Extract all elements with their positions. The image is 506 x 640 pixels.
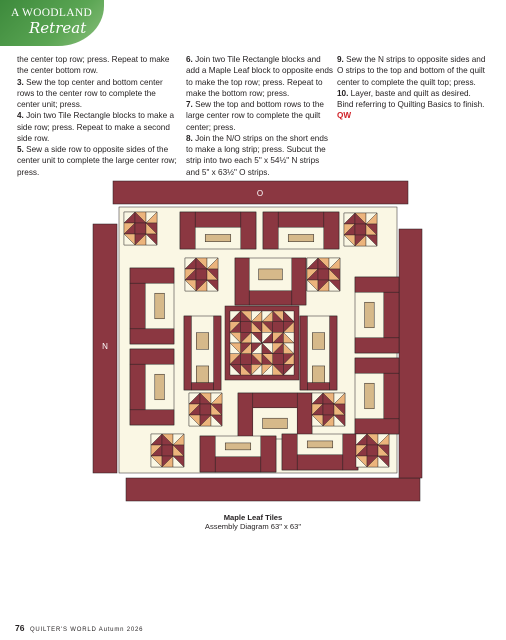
maple-leaf-block — [230, 343, 262, 375]
patch — [135, 223, 146, 234]
patch — [196, 269, 207, 280]
patch — [155, 293, 165, 319]
patch — [196, 366, 208, 383]
patch — [300, 316, 307, 390]
step-number: 5. — [17, 145, 24, 154]
patch — [241, 212, 256, 249]
patch — [297, 455, 343, 470]
patch — [130, 268, 174, 283]
patch — [215, 457, 261, 472]
step-number: 6. — [186, 55, 193, 64]
tile-rectangle-block — [355, 277, 399, 353]
maple-leaf-block — [356, 434, 389, 467]
patch — [235, 258, 249, 305]
patch — [384, 373, 399, 419]
patch — [367, 445, 378, 456]
patch — [330, 316, 337, 390]
tile-rectangle-block — [200, 436, 276, 472]
patch — [384, 292, 399, 338]
patch — [263, 212, 278, 249]
patch — [184, 316, 191, 390]
patch — [297, 393, 312, 439]
patch — [261, 436, 276, 472]
diagram-title: Maple Leaf Tiles — [223, 513, 283, 522]
patch — [365, 383, 375, 409]
step-text: Sew the N strips to opposite sides and O strips to the top and bottom of the quilt center to complete the quilt top; press. — [337, 55, 486, 87]
section-title-line2: Retreat — [29, 19, 87, 37]
patch — [200, 404, 211, 415]
patch — [130, 364, 145, 410]
step-number: 8. — [186, 133, 193, 143]
page-footer — [15, 623, 143, 633]
step-text: Join the N/O strips on the short ends to make a long strip; press. Subcut the strip into two each 5" x 54½" N strips and 5" x 63½" O strips. — [186, 133, 329, 177]
step-number: 7. — [186, 100, 193, 109]
border-label-n: N — [102, 342, 108, 351]
tile-rectangle-block — [355, 358, 399, 434]
border-label-o: O — [256, 189, 264, 198]
tile-rectangle-block — [238, 393, 312, 439]
patch — [191, 383, 213, 390]
patch — [130, 329, 174, 344]
patch — [130, 349, 174, 364]
patch — [355, 419, 399, 434]
patch — [180, 212, 195, 249]
patch — [292, 258, 306, 305]
patch — [155, 374, 165, 400]
patch — [196, 333, 208, 350]
tile-rectangle-block — [300, 316, 337, 390]
end-mark: QW — [337, 111, 352, 121]
patch — [312, 333, 324, 350]
patch — [343, 434, 358, 470]
step-text: Sew the top and bottom rows to the large center row to complete the quilt center; press. — [186, 100, 324, 132]
patch — [273, 354, 284, 365]
patch — [162, 445, 173, 456]
maple-leaf-block — [262, 343, 294, 375]
page-number: 76 — [15, 623, 25, 633]
patch — [355, 358, 399, 373]
maple-leaf-block — [312, 393, 345, 426]
patch — [200, 436, 215, 472]
patch — [130, 410, 174, 425]
patch — [241, 322, 252, 333]
patch — [307, 383, 329, 390]
step-number: 4. — [17, 111, 24, 121]
tile-rectangle-block — [130, 349, 174, 425]
patch — [355, 224, 366, 235]
patch — [355, 277, 399, 292]
patch — [130, 283, 145, 329]
step-number: 3. — [17, 77, 24, 87]
section-title-line1: A WOODLAND — [11, 7, 93, 19]
patch — [238, 393, 253, 439]
maple-leaf-block — [307, 258, 340, 291]
patch — [324, 212, 339, 249]
maple-leaf-block — [124, 212, 157, 245]
diagram-subtitle: Assembly Diagram 63" x 63" — [204, 522, 302, 531]
step-text: the center top row; press. Repeat to make the center bottom row. — [17, 55, 170, 76]
patch — [278, 212, 324, 227]
patch — [323, 404, 334, 415]
step-text: Join two Tile Rectangle blocks to make a side row; press. Repeat to make a second side row. — [17, 111, 175, 143]
maple-leaf-block — [344, 213, 377, 246]
step-number: 9. — [337, 55, 344, 64]
patch — [253, 393, 297, 408]
patch — [288, 234, 314, 241]
maple-leaf-block — [189, 393, 222, 426]
tile-rectangle-block — [235, 258, 306, 305]
patch — [205, 234, 231, 241]
step-number: 10. — [337, 88, 349, 98]
patch — [241, 354, 252, 365]
patch — [307, 441, 333, 448]
patch — [312, 366, 324, 383]
tile-rectangle-block — [180, 212, 256, 249]
tile-rectangle-block — [282, 434, 358, 470]
patch — [249, 291, 292, 305]
step-text: Join two Tile Rectangle blocks and add a Maple Leaf block to opposite ends to make the top row; press. Repeat to make the bottom row; press. — [186, 55, 334, 98]
maple-leaf-block — [230, 311, 262, 343]
patch — [263, 418, 288, 428]
patch — [355, 338, 399, 353]
patch — [195, 212, 241, 227]
step-text: Sew a side row to opposite sides of the center unit to complete the large center row; press. — [17, 145, 177, 177]
patch — [214, 316, 221, 390]
tile-rectangle-block — [130, 268, 174, 344]
tile-rectangle-block — [184, 316, 221, 390]
border-strip-bottom — [126, 478, 420, 501]
maple-leaf-block — [151, 434, 184, 467]
patch — [273, 322, 284, 333]
step-text: Layer, baste and quilt as desired. Bind referring to Quilting Basics to finish. — [337, 88, 485, 109]
patch — [282, 434, 297, 470]
patch — [225, 443, 251, 450]
patch — [365, 302, 375, 328]
patch — [318, 269, 329, 280]
maple-leaf-block — [185, 258, 218, 291]
patch — [259, 269, 283, 280]
maple-leaf-block — [262, 311, 294, 343]
diagram-caption — [0, 513, 506, 531]
step-text: Sew the top center and bottom center rows to the center row to complete the center unit; press. — [17, 77, 163, 109]
tile-rectangle-block — [263, 212, 339, 249]
publication-name: QUILTER'S WORLD Autumn 2026 — [29, 627, 144, 633]
border-strip-right — [399, 229, 422, 478]
